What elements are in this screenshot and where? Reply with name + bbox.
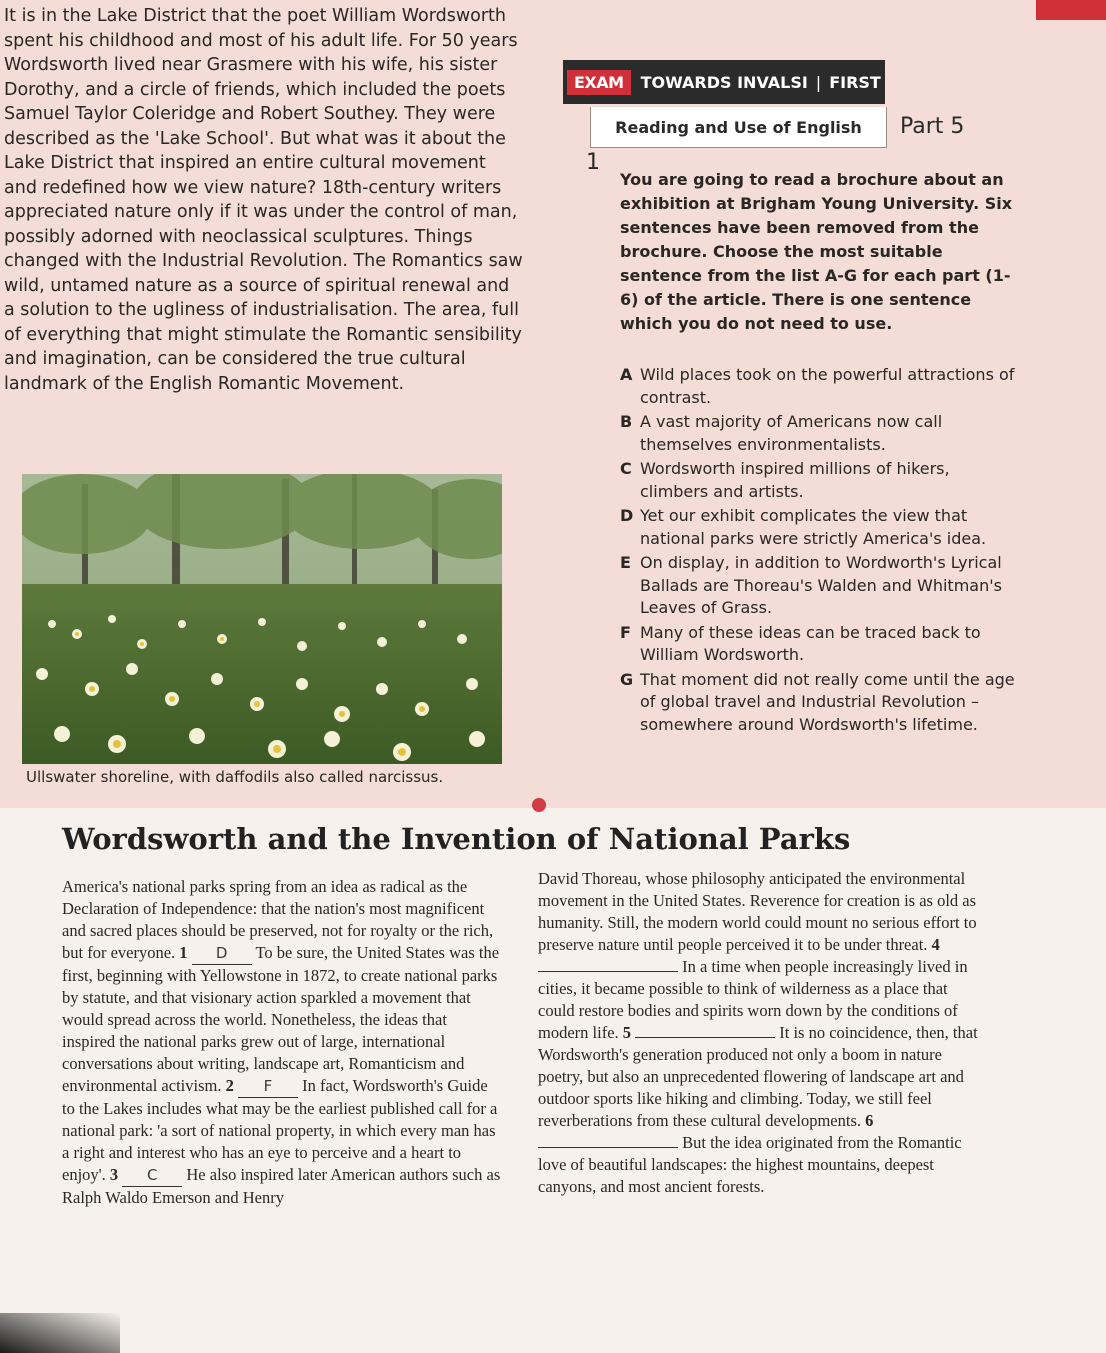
right-paragraph-2: In a time when people increasingly lived in cities, it became possible to think of wilderness as a place that could restore bodies and spirits worn down by the conditions of modern life. [538, 957, 968, 1042]
left-paragraph-3: In fact, Wordsworth's Guide to the Lakes includes what may be the earliest published call for a national park: 'a sort of national property, in which every man has a right and interest who has an eye to perceive and a heart to enjoy'. [62, 1076, 498, 1184]
exam-label: EXAM [567, 70, 631, 95]
left-paragraph-1: America's national parks spring from an idea as radical as the Declaration of Independence: that the nation's most magnificent and sacred places should be preserved, not for royalty or the rich, but for everyone. [62, 877, 494, 962]
page-shadow [0, 1313, 120, 1353]
option-letter: C [620, 459, 632, 478]
exam-header [563, 60, 885, 104]
option-text: On display, in addition to Wordworth's Lyrical Ballads are Thoreau's Walden and Whitman's Leaves of Grass. [640, 553, 1002, 617]
red-corner-tab [1036, 0, 1106, 20]
option-d [620, 505, 1020, 550]
option-g [620, 669, 1020, 737]
option-letter: G [620, 669, 634, 689]
gap-number: 2 [225, 1076, 234, 1095]
article-right-column [538, 868, 978, 1198]
gap-answer: D [192, 942, 252, 965]
gap-answer[interactable] [538, 1147, 678, 1148]
photo-caption: Ullswater shoreline, with daffodils also called narcissus. [26, 768, 444, 786]
option-a [620, 364, 1020, 409]
option-text: Many of these ideas can be traced back to William Wordsworth. [640, 622, 981, 664]
option-text: Wild places took on the powerful attractions of contrast. [640, 365, 1015, 407]
towards-invalsi-label: TOWARDS INVALSI [640, 72, 808, 92]
intro-text: It is in the Lake District that the poet William Wordsworth spent his childhood and most of his adult life. For 50 years Wordsworth lived near Grasmere with his wife, his sister Dorothy, and a circle of friends, which included the poets Samuel Taylor Coleridge and Robert Southey. They were described as the 'Lake School'. But what was it about the Lake District that inspired an entire cultural movement and redefined how we view nature? 18th-century writers appreciated nature only if it was under the control of man, possibly adorned with neoclassical sculptures. Things changed with the Industrial Revolution. The Romantics saw wild, untamed nature as a source of spiritual renewal and a solution to the ugliness of industrialisation. The area, full of everything that might stimulate the Romantic sensibility and imagination, can be considered the true cultural landmark of the English Romantic Movement. [4, 6, 523, 394]
daffodil-image [22, 474, 502, 764]
article-left-column [62, 876, 502, 1209]
option-letter: E [620, 553, 631, 572]
gap-answer: C [122, 1164, 182, 1187]
option-e [620, 552, 1020, 620]
intro-paragraph [4, 4, 524, 396]
option-letter: A [620, 365, 633, 384]
right-paragraph-1: David Thoreau, whose philosophy anticipated the environmental movement in the United States. Reverence for creation is as old as humanity. Still, the modern world could mount no serious effort to preserve nature until people perceived it to be under threat. [538, 869, 977, 954]
reading-use-label: Reading and Use of English [590, 107, 887, 148]
task-instructions: You are going to read a brochure about an exhibition at Brigham Young University. Six sentences have been removed from the brochure. Choose the most suitable sentence from the list A-G for each part (1-6) of the article. There is one sentence which you do not need to use. [620, 170, 1013, 333]
gap-answer[interactable] [635, 1037, 775, 1038]
gap-number: 4 [931, 935, 940, 954]
gap-number: 1 [179, 943, 188, 962]
gap-number: 5 [622, 1023, 632, 1042]
article-title: Wordsworth and the Invention of National Parks [62, 822, 851, 856]
option-text: Wordsworth inspired millions of hikers, climbers and artists. [640, 459, 950, 501]
gap-answer[interactable] [538, 971, 678, 972]
part-label: Part 5 [900, 114, 965, 139]
gap-answer: F [238, 1075, 298, 1098]
option-letter: D [620, 506, 634, 525]
option-text: A vast majority of Americans now call themselves environmentalists. [640, 412, 943, 454]
daffodil-photo [22, 474, 502, 764]
option-text: Yet our exhibit complicates the view that national parks were strictly America's idea. [640, 506, 987, 548]
gap-number: 6 [865, 1111, 874, 1130]
options-list [620, 364, 1020, 738]
option-letter: F [620, 622, 631, 642]
section-dot [532, 798, 546, 812]
header-separator: | [815, 72, 822, 92]
right-paragraph-3: It is no coincidence, then, that Wordsworth's generation produced not only a boom in nature poetry, but also an unprecedented flowering of landscape art and outdoor sports like hiking and climbing. Today, we still feel reverberations from these cultural developments. [538, 1023, 978, 1130]
left-paragraph-4: He also inspired later American authors such as Ralph Waldo Emerson and Henry [62, 1165, 501, 1207]
gap-number: 3 [109, 1165, 119, 1184]
option-letter: B [620, 412, 633, 431]
option-f [620, 622, 1020, 667]
task-number: 1 [586, 150, 600, 175]
first-label: FIRST [829, 72, 881, 92]
option-c [620, 458, 1020, 503]
option-text: That moment did not really come until the age of global travel and Industrial Revolution – somewhere around Wordsworth's lifetime. [640, 669, 1015, 734]
option-b [620, 411, 1020, 456]
right-paragraph-4: But the idea originated from the Romantic love of beautiful landscapes: the highest mountains, deepest canyons, and most ancient forests. [538, 1133, 962, 1196]
left-paragraph-2: To be sure, the United States was the first, beginning with Yellowstone in 1872, to create national parks by statute, and that visionary action sparkled a movement that would spread across the world. Nonetheless, the ideas that inspired the national parks grew out of large, international conversations about writing, landscape art, Romanticism and environmental activism. [62, 943, 500, 1095]
